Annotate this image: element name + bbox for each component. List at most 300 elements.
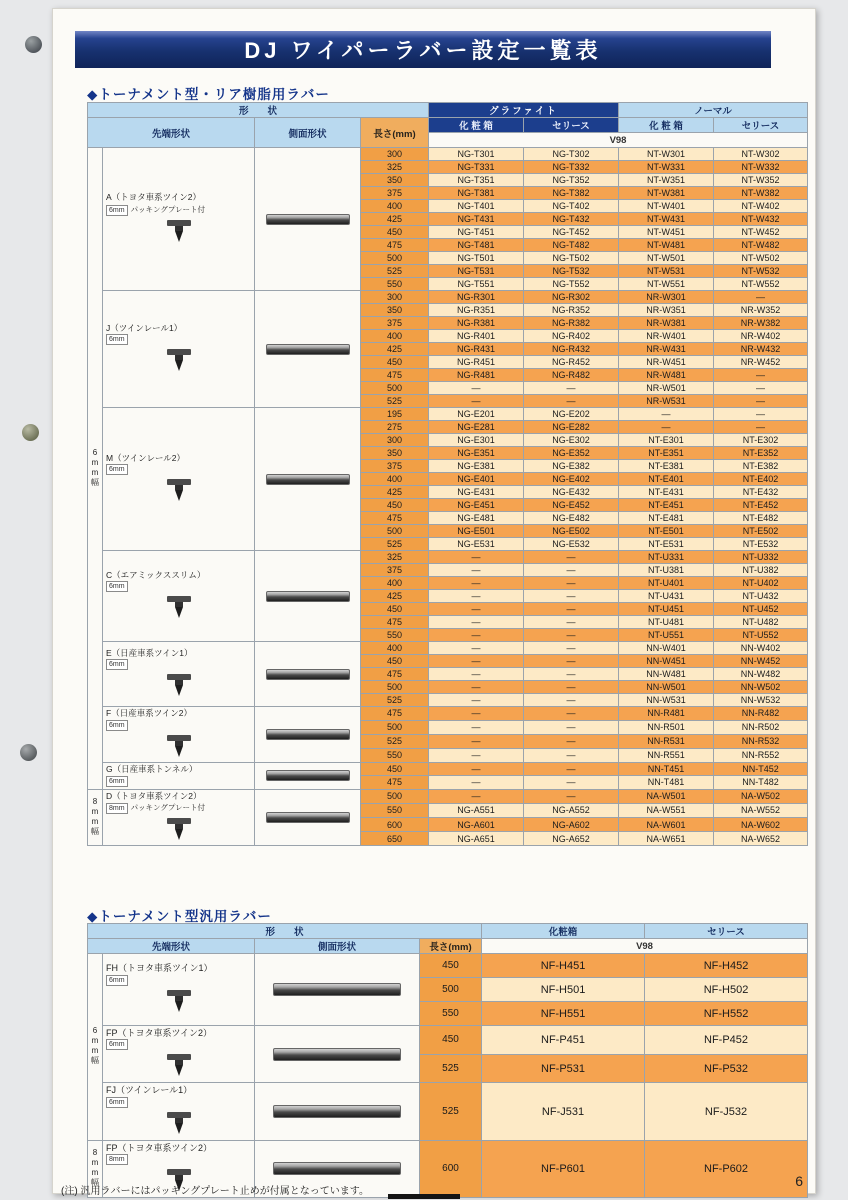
part-number-cell: — (429, 694, 524, 707)
length-cell: 525 (361, 265, 429, 278)
side-shape-cell (255, 789, 361, 846)
side-profile-image (273, 1105, 401, 1118)
length-cell: 600 (361, 817, 429, 831)
part-number-cell: NF-P532 (645, 1054, 808, 1083)
side-shape-cell (255, 762, 361, 789)
part-number-cell: NN-W531 (619, 694, 714, 707)
part-number-cell: NT-W432 (714, 213, 808, 226)
part-number-cell: — (714, 382, 808, 395)
part-number-cell: NT-W332 (714, 161, 808, 174)
tip-shape-content (103, 569, 254, 624)
side-shape-header: 側面形状 (255, 939, 420, 954)
part-number-cell: NN-W532 (714, 694, 808, 707)
part-number-cell: NR-W501 (619, 382, 714, 395)
part-number-cell: NN-T481 (619, 776, 714, 789)
part-number-cell: NT-W502 (714, 252, 808, 265)
part-number-cell: NR-W432 (714, 343, 808, 356)
length-cell: 400 (361, 200, 429, 213)
part-number-cell: — (429, 603, 524, 616)
width-band-cell (88, 954, 103, 1141)
part-number-cell: — (429, 762, 524, 775)
tip-shape-header: 先端形状 (88, 939, 255, 954)
length-cell: 350 (361, 174, 429, 187)
part-number-cell: NG-E281 (429, 421, 524, 434)
group-label: C（エアミックススリム） (106, 569, 206, 580)
part-number-cell: NG-E302 (524, 434, 619, 447)
length-cell: 300 (361, 148, 429, 161)
table-row (88, 551, 808, 564)
length-cell: 475 (361, 239, 429, 252)
part-number-cell: NT-E432 (714, 486, 808, 499)
part-number-cell: NT-E532 (714, 538, 808, 551)
part-number-cell: NG-T302 (524, 148, 619, 161)
part-number-cell: NG-T532 (524, 265, 619, 278)
part-number-cell: NF-P601 (482, 1140, 645, 1197)
part-number-cell: NT-E482 (714, 512, 808, 525)
width-band-cell (88, 789, 103, 846)
part-number-cell: NT-W331 (619, 161, 714, 174)
part-number-cell: — (429, 564, 524, 577)
tip-shape-content (103, 1026, 254, 1082)
part-number-cell: NG-E352 (524, 447, 619, 460)
part-number-cell: — (429, 642, 524, 655)
part-number-cell: — (429, 681, 524, 694)
length-cell: 475 (361, 616, 429, 629)
part-number-cell: NG-T451 (429, 226, 524, 239)
part-number-cell: NR-W401 (619, 330, 714, 343)
side-profile-image (266, 729, 350, 740)
part-number-cell: NT-E481 (619, 512, 714, 525)
table-subheader-row (88, 118, 808, 133)
part-number-cell: NA-W601 (619, 817, 714, 831)
part-number-cell: NG-T301 (429, 148, 524, 161)
table-row (88, 408, 808, 421)
part-number-cell: NR-W452 (714, 356, 808, 369)
part-number-cell: NF-H551 (482, 1002, 645, 1026)
tip-shape-content (103, 790, 254, 846)
width-band-label: 8mm幅 (90, 796, 100, 836)
table-header-row (88, 924, 808, 939)
part-number-cell: — (524, 748, 619, 762)
table-row (88, 642, 808, 655)
table-row (88, 789, 808, 803)
part-number-cell: NG-A601 (429, 817, 524, 831)
tip-shape-cell (103, 551, 255, 642)
footnote: (注) 汎用ラバーにはパッキングプレート止めが付属となっています。 (61, 1186, 369, 1197)
group-label: FP（トヨタ車系ツイン2） (106, 1028, 213, 1038)
part-number-cell: NG-T431 (429, 213, 524, 226)
length-cell: 500 (361, 252, 429, 265)
part-number-cell: NG-T531 (429, 265, 524, 278)
part-number-cell: NG-E531 (429, 538, 524, 551)
length-cell: 550 (361, 748, 429, 762)
part-number-cell: NN-T482 (714, 776, 808, 789)
table-row (88, 1083, 808, 1140)
length-cell: 500 (361, 789, 429, 803)
length-cell: 450 (361, 603, 429, 616)
tip-icon-holder (106, 478, 251, 504)
section-title-general-rubber: ◆トーナメント型汎用ラバー (87, 909, 272, 924)
length-cell: 450 (420, 1026, 482, 1055)
part-number-cell: — (429, 629, 524, 642)
part-number-cell: NN-W482 (714, 668, 808, 681)
tip-shape-cell (103, 1026, 255, 1083)
part-number-cell: NF-H452 (645, 954, 808, 978)
group-size-line (106, 802, 251, 814)
part-number-cell: — (524, 789, 619, 803)
group-size-line (106, 1097, 251, 1108)
length-cell: 450 (361, 762, 429, 775)
part-number-cell: NG-E382 (524, 460, 619, 473)
group-size-line (106, 464, 251, 475)
shape-header: 形 状 (88, 924, 482, 939)
part-number-cell: NT-W301 (619, 148, 714, 161)
part-number-cell: NG-T482 (524, 239, 619, 252)
part-number-cell: NG-E451 (429, 499, 524, 512)
part-number-cell: NG-E502 (524, 525, 619, 538)
part-number-cell: NG-T552 (524, 278, 619, 291)
length-cell: 450 (361, 226, 429, 239)
table-subheader-row (88, 939, 808, 954)
punch-hole (25, 36, 42, 53)
side-shape-cell (255, 707, 361, 763)
part-number-cell: NT-E302 (714, 434, 808, 447)
part-number-cell: NN-T452 (714, 762, 808, 775)
part-number-cell: — (429, 577, 524, 590)
part-number-cell: NG-E282 (524, 421, 619, 434)
part-number-cell: NG-R432 (524, 343, 619, 356)
rear-rubber-table (87, 102, 808, 846)
part-number-cell: NG-E532 (524, 538, 619, 551)
normal-series-header: セリース (714, 118, 808, 133)
part-number-cell: — (429, 616, 524, 629)
size-dimension-label: 6mm (106, 464, 128, 475)
part-number-cell: NT-W531 (619, 265, 714, 278)
part-number-cell: NT-E531 (619, 538, 714, 551)
group-size-line (106, 776, 251, 787)
part-number-cell: — (619, 408, 714, 421)
normal-header: ノーマル (619, 103, 808, 118)
size-dimension-label: 6mm (106, 720, 128, 731)
part-number-cell: NT-E401 (619, 473, 714, 486)
length-header: 長さ(mm) (420, 939, 482, 954)
length-cell: 450 (361, 499, 429, 512)
length-cell: 500 (361, 681, 429, 694)
part-number-cell: — (524, 720, 619, 734)
tip-icon-holder (106, 1111, 251, 1138)
part-number-cell: NG-R351 (429, 304, 524, 317)
part-number-cell: — (524, 655, 619, 668)
part-number-cell: — (524, 734, 619, 748)
part-number-cell: NG-T551 (429, 278, 524, 291)
part-number-cell: — (524, 776, 619, 789)
part-number-cell: NR-W431 (619, 343, 714, 356)
length-cell: 375 (361, 564, 429, 577)
series-header: セリース (645, 924, 808, 939)
part-number-cell: NR-W382 (714, 317, 808, 330)
group-label: J（ツインレール1） (106, 322, 183, 333)
part-number-cell: NN-R481 (619, 707, 714, 721)
graphite-box-header: 化 粧 箱 (429, 118, 524, 133)
length-cell: 475 (361, 668, 429, 681)
part-number-cell: — (714, 291, 808, 304)
group-label: FH（トヨタ車系ツイン1） (106, 963, 213, 974)
tip-shape-content (103, 961, 254, 1017)
side-shape-cell (255, 408, 361, 551)
tip-shape-cell (103, 707, 255, 763)
side-shape-cell (255, 1083, 420, 1140)
part-number-cell: NA-W651 (619, 832, 714, 846)
length-cell: 425 (361, 590, 429, 603)
length-cell: 525 (420, 1083, 482, 1140)
part-number-cell: — (524, 762, 619, 775)
part-number-cell: NG-R301 (429, 291, 524, 304)
length-cell: 400 (361, 330, 429, 343)
tip-profile-icon (164, 1053, 194, 1077)
length-cell: 325 (361, 161, 429, 174)
part-number-cell: NG-R352 (524, 304, 619, 317)
part-number-cell: — (524, 603, 619, 616)
part-number-cell: NT-U482 (714, 616, 808, 629)
length-cell: 450 (361, 356, 429, 369)
part-number-cell: NT-W401 (619, 200, 714, 213)
part-number-cell: NT-W552 (714, 278, 808, 291)
tip-shape-header: 先端形状 (88, 118, 255, 148)
part-number-cell: NT-U551 (619, 629, 714, 642)
part-number-cell: NG-T452 (524, 226, 619, 239)
size-dimension-label: 6mm (106, 334, 128, 345)
part-number-cell: — (524, 668, 619, 681)
tip-profile-icon (164, 1111, 194, 1135)
part-number-cell: NG-T351 (429, 174, 524, 187)
part-number-cell: NR-W351 (619, 304, 714, 317)
part-number-cell: NT-U452 (714, 603, 808, 616)
group-label: G（日産車系トンネル） (106, 763, 198, 774)
tip-profile-icon (164, 478, 194, 502)
part-number-cell: NG-E401 (429, 473, 524, 486)
table-row (88, 148, 808, 161)
tip-icon-holder (106, 989, 251, 1016)
side-shape-cell (255, 551, 361, 642)
part-number-cell: — (429, 382, 524, 395)
part-number-cell: NT-U401 (619, 577, 714, 590)
width-band-label: 6mm幅 (90, 1025, 100, 1065)
tip-shape-content (103, 647, 254, 702)
length-cell: 550 (361, 803, 429, 817)
part-number-cell: NG-T481 (429, 239, 524, 252)
part-number-cell: NR-W352 (714, 304, 808, 317)
graphite-header: グラファイト (429, 103, 619, 118)
length-cell: 275 (361, 421, 429, 434)
part-number-cell: NN-W451 (619, 655, 714, 668)
part-number-cell: NG-R381 (429, 317, 524, 330)
part-number-cell: NT-W352 (714, 174, 808, 187)
v98-header: V98 (482, 939, 808, 954)
tip-profile-icon (164, 989, 194, 1013)
part-number-cell: NG-E381 (429, 460, 524, 473)
tip-icon-holder (106, 219, 251, 245)
tip-icon-holder (106, 734, 251, 760)
length-cell: 375 (361, 460, 429, 473)
part-number-cell: NT-U432 (714, 590, 808, 603)
group-size-line (106, 1154, 251, 1165)
part-number-cell: NT-U332 (714, 551, 808, 564)
section-title-rear-rubber: ◆トーナメント型・リア樹脂用ラバー (87, 87, 330, 102)
part-number-cell: NG-T501 (429, 252, 524, 265)
width-band-label: 8mm幅 (90, 1147, 100, 1187)
part-number-cell: NG-R401 (429, 330, 524, 343)
part-number-cell: — (524, 694, 619, 707)
size-dimension-label: 6mm (106, 975, 128, 986)
part-number-cell: NA-W501 (619, 789, 714, 803)
table-row (88, 291, 808, 304)
part-number-cell: NR-W402 (714, 330, 808, 343)
tip-shape-cell (103, 148, 255, 291)
tip-shape-cell (103, 291, 255, 408)
part-number-cell: — (524, 382, 619, 395)
part-number-cell: NR-W301 (619, 291, 714, 304)
tip-shape-content (103, 452, 254, 507)
tip-icon-holder (106, 595, 251, 621)
part-number-cell: NA-W602 (714, 817, 808, 831)
part-number-cell: NG-E301 (429, 434, 524, 447)
side-profile-image (273, 1162, 401, 1175)
side-profile-image (266, 812, 350, 823)
part-number-cell: NT-U552 (714, 629, 808, 642)
length-cell: 475 (361, 369, 429, 382)
part-number-cell: NN-W452 (714, 655, 808, 668)
part-number-cell: — (429, 789, 524, 803)
part-number-cell: NG-T352 (524, 174, 619, 187)
length-cell: 550 (420, 1002, 482, 1026)
tip-shape-cell (103, 762, 255, 789)
group-label: FP（トヨタ車系ツイン2） (106, 1142, 213, 1153)
width-band-cell (88, 148, 103, 790)
part-number-cell: NG-T401 (429, 200, 524, 213)
part-number-cell: NN-T451 (619, 762, 714, 775)
length-cell: 500 (420, 978, 482, 1002)
part-number-cell: NT-W551 (619, 278, 714, 291)
part-number-cell: NG-T382 (524, 187, 619, 200)
side-shape-cell (255, 642, 361, 707)
part-number-cell: NT-W381 (619, 187, 714, 200)
tip-profile-icon (164, 817, 194, 841)
part-number-cell: — (429, 590, 524, 603)
normal-box-header: 化 粧 箱 (619, 118, 714, 133)
part-number-cell: NN-W501 (619, 681, 714, 694)
tip-shape-content (103, 763, 254, 789)
catalog-page (52, 8, 816, 1197)
tip-profile-icon (164, 348, 194, 372)
side-profile-image (273, 1048, 401, 1061)
length-cell: 500 (361, 382, 429, 395)
tip-icon-holder (106, 348, 251, 374)
part-number-cell: NF-H501 (482, 978, 645, 1002)
part-number-cell: NG-R481 (429, 369, 524, 382)
part-number-cell: NN-W401 (619, 642, 714, 655)
part-number-cell: NT-E352 (714, 447, 808, 460)
length-cell: 400 (361, 473, 429, 486)
part-number-cell: — (429, 668, 524, 681)
part-number-cell: NF-J532 (645, 1083, 808, 1140)
length-cell: 375 (361, 317, 429, 330)
length-cell: 475 (361, 512, 429, 525)
size-dimension-label: 6mm (106, 581, 128, 592)
part-number-cell: — (619, 421, 714, 434)
part-number-cell: NN-W502 (714, 681, 808, 694)
tip-shape-cell (103, 789, 255, 846)
tip-shape-content (103, 322, 254, 377)
length-cell: 400 (361, 577, 429, 590)
side-profile-image (266, 770, 350, 781)
tip-icon-holder (106, 817, 251, 843)
side-shape-cell (255, 291, 361, 408)
part-number-cell: NA-W551 (619, 803, 714, 817)
part-number-cell: — (429, 395, 524, 408)
part-number-cell: NG-R302 (524, 291, 619, 304)
side-shape-cell (255, 1026, 420, 1083)
group-size-line (106, 975, 251, 986)
part-number-cell: NT-E382 (714, 460, 808, 473)
part-number-cell: NT-E351 (619, 447, 714, 460)
part-number-cell: NG-E501 (429, 525, 524, 538)
part-number-cell: NG-A552 (524, 803, 619, 817)
group-label: FJ（ツインレール1） (106, 1085, 193, 1096)
tip-profile-icon (164, 219, 194, 243)
part-number-cell: — (714, 369, 808, 382)
part-number-cell: NT-E452 (714, 499, 808, 512)
group-sublabel: パッキングプレート付 (130, 204, 206, 214)
part-number-cell: NN-R532 (714, 734, 808, 748)
part-number-cell: NT-U451 (619, 603, 714, 616)
tip-profile-icon (164, 595, 194, 619)
width-band-label: 6mm幅 (90, 447, 100, 487)
length-cell: 525 (361, 395, 429, 408)
part-number-cell: NT-W302 (714, 148, 808, 161)
length-cell: 425 (361, 213, 429, 226)
part-number-cell: — (524, 681, 619, 694)
group-label: M（ツインレール2） (106, 452, 186, 463)
part-number-cell: NG-T502 (524, 252, 619, 265)
part-number-cell: NG-E402 (524, 473, 619, 486)
graphite-series-header: セリース (524, 118, 619, 133)
size-dimension-label: 8mm (106, 803, 128, 814)
part-number-cell: — (429, 551, 524, 564)
punch-hole (20, 744, 37, 761)
side-profile-image (266, 344, 350, 355)
size-dimension-label: 6mm (106, 1097, 128, 1108)
part-number-cell: NG-R402 (524, 330, 619, 343)
length-cell: 350 (361, 447, 429, 460)
group-size-line (106, 334, 251, 345)
length-cell: 450 (361, 655, 429, 668)
tip-profile-icon (164, 673, 194, 697)
length-cell: 450 (420, 954, 482, 978)
part-number-cell: NG-A652 (524, 832, 619, 846)
table-row (88, 954, 808, 978)
part-number-cell: NT-E381 (619, 460, 714, 473)
part-number-cell: NG-R452 (524, 356, 619, 369)
side-profile-image (266, 591, 350, 602)
shape-header: 形 状 (88, 103, 429, 118)
side-profile-image (266, 214, 350, 225)
part-number-cell: NN-W402 (714, 642, 808, 655)
part-number-cell: NG-E202 (524, 408, 619, 421)
group-label: F（日産車系ツイン2） (106, 708, 192, 718)
part-number-cell: NG-E482 (524, 512, 619, 525)
part-number-cell: NF-P451 (482, 1026, 645, 1055)
part-number-cell: NT-U381 (619, 564, 714, 577)
